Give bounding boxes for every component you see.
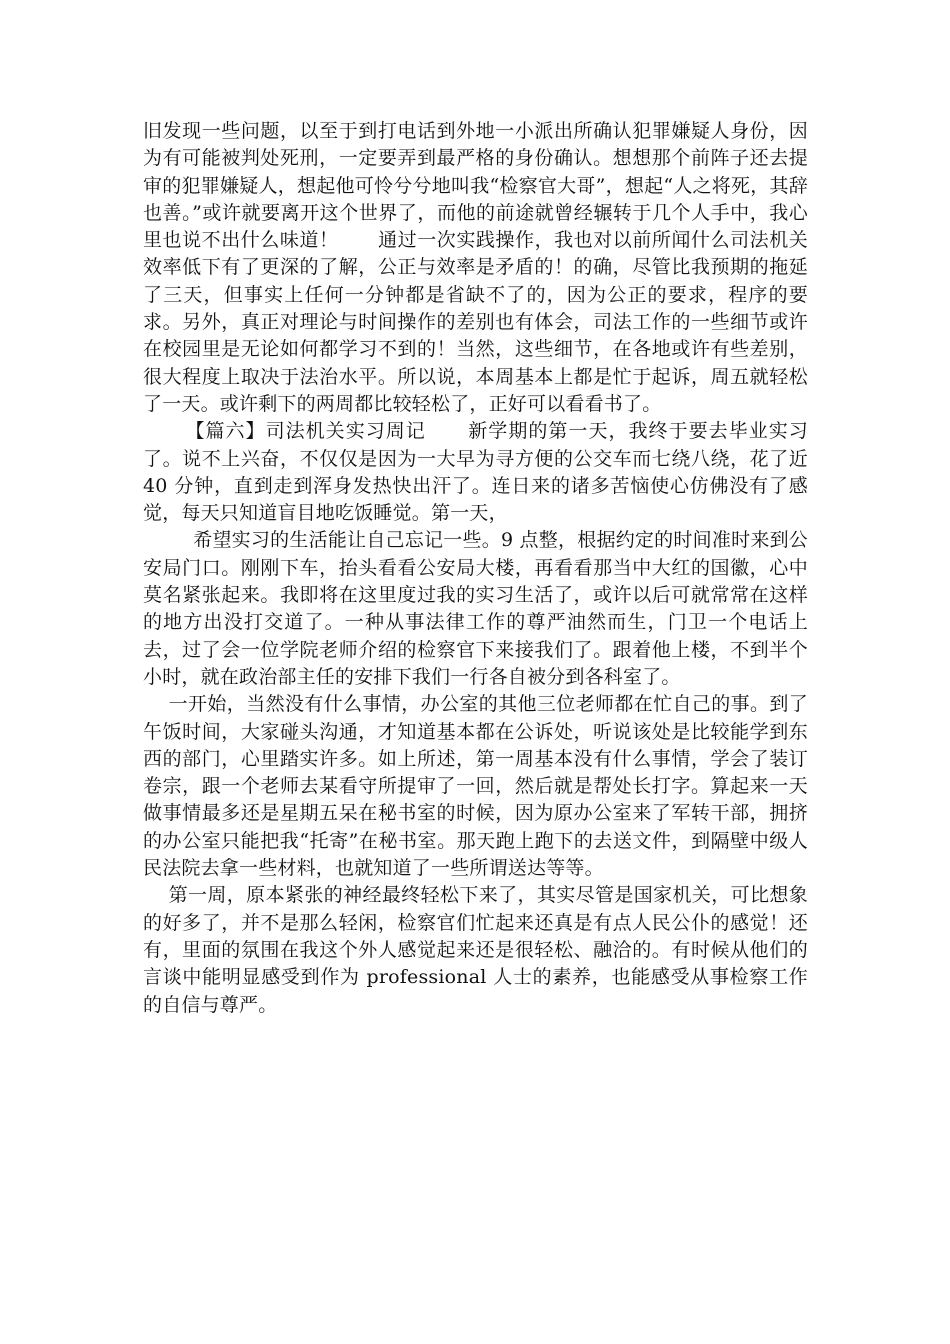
paragraph-1: 旧发现一些问题，以至于到打电话到外地一小派出所确认犯罪嫌疑人身份，因为有可能被判处死刑，一定要弄到最严格的身份确认。想想那个前阵子还去提审的犯罪嫌疑人，想起他可怜兮兮地叫我“检察官大哥”，想起“人之将死，其辞也善。”或许就要离开这个世界了，而他的前途就曾经辗转于几个人手中，我心里也说不出什么味道！ 通过一次实践操作，我也对以前所闻什么司法机关效率低下有了更深的了解，公正与效率是矛盾的！的确，尽管比我预期的拖延了三天，但事实上任何一分钟都是省缺不了的，因为公正的要求，程序的要求。另外，真正对理论与时间操作的差别也有体会，司法工作的一些细节或许在校园里是无论如何都学习不到的！当然，这些细节，在各地或许有些差别，很大程度上取决于法治水平。所以说，本周基本上都是忙于起诉，周五就轻松了一天。或许剩下的两周都比较轻松了，正好可以看看书了。 [143, 120, 808, 415]
document-body [143, 118, 815, 1019]
paragraph-2: 【篇六】司法机关实习周记 新学期的第一天，我终于要去毕业实习了。说不上兴奋，不仅仅是因为一大早为寻方便的公交车而七绕八绕，花了近 40 分钟，直到走到浑身发热快出汗了。连日来的诸多苦恼使心仿佛没有了感觉，每天只知道盲目地吃饭睡觉。第一天， [143, 420, 815, 525]
paragraph-3: 希望实习的生活能让自己忘记一些。9 点整，根据约定的时间准时来到公安局门口。刚刚下车，抬头看看公安局大楼，再看看那当中大红的国徽，心中莫名紧张起来。我即将在这里度过我的实习生活了，或许以后可就常常在这样的地方出没打交道了。一种从事法律工作的尊严油然而生，门卫一个电话上去，过了会一位学院老师介绍的检察官下来接我们了。跟着他上楼，不到半个小时，就在政治部主任的安排下我们一行各自被分到各科室了。 [143, 529, 809, 688]
paragraph-4: 一开始，当然没有什么事情，办公室的其他三位老师都在忙自己的事。到了午饭时间，大家碰头沟通，才知道基本都在公诉处，听说该处是比较能学到东西的部门，心里踏实许多。如上所述，第一周基本没有什么事情，学会了装订卷宗，跟一个老师去某看守所提审了一回，然后就是帮处长打字。算起来一天做事情最多还是星期五呆在秘书室的时候，因为原办公室来了军转干部，拥挤的办公室只能把我“托寄”在秘书室。那天跑上跑下的去送文件，到隔壁中级人民法院去拿一些材料，也就知道了一些所谓送达等等。 [143, 693, 808, 880]
paragraph-5: 第一周，原本紧张的神经最终轻松下来了，其实尽管是国家机关，可比想象的好多了，并不是那么轻闲，检察官们忙起来还真是有点人民公仆的感觉！还有，里面的氛围在我这个外人感觉起来还是很轻松、融洽的。有时候从他们的言谈中能明显感受到作为 professional 人士的素养，也能感受从事检察工作的自信与尊严。 [143, 884, 808, 1016]
